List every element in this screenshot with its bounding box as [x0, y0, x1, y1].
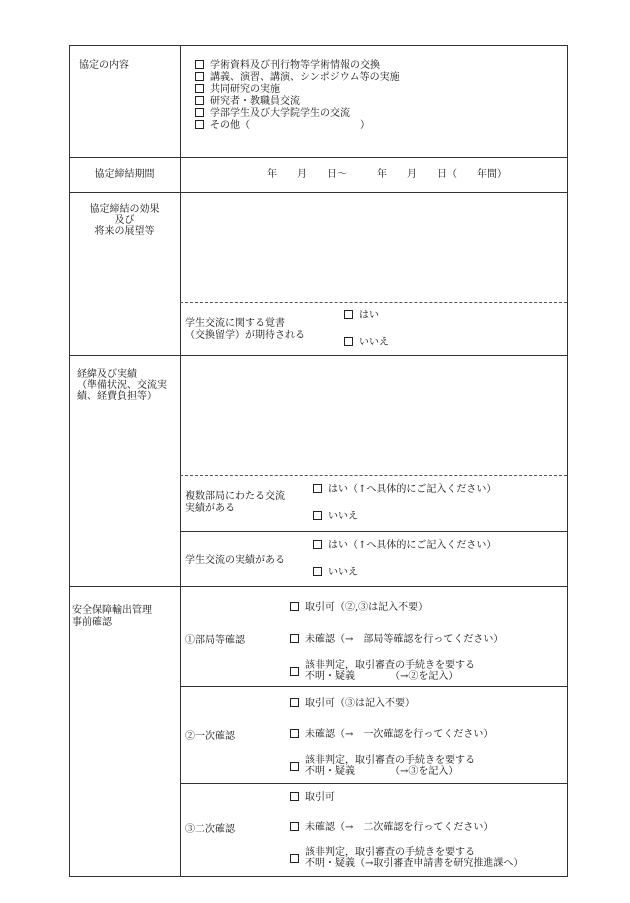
- dashed-divider: [180, 302, 567, 303]
- dept-check-label: ①部局等確認: [185, 635, 245, 646]
- option-lectures-symposia[interactable]: 講義、演習、講演、シンポジウム等の実施: [195, 72, 400, 84]
- option-academic-info-exchange[interactable]: 学術資料及び刊行物等学術情報の交換: [195, 60, 380, 72]
- checkbox[interactable]: [290, 634, 299, 643]
- dept-check-ok[interactable]: 取引可（②,③は記入不要）: [290, 602, 428, 614]
- checkbox[interactable]: [290, 602, 299, 611]
- option-joint-research[interactable]: 共同研究の実施: [195, 84, 280, 96]
- second-check-ok[interactable]: 取引可: [290, 792, 335, 804]
- row-divider: [69, 586, 568, 587]
- student-exchange-label: 学生交流の実績がある: [185, 555, 285, 566]
- checkbox[interactable]: [290, 762, 299, 771]
- checkbox[interactable]: [195, 108, 204, 117]
- dashed-divider: [180, 475, 567, 476]
- first-check-review[interactable]: 該非判定，取引審査の手続きを要する 不明・疑義 （→③を記入）: [290, 755, 475, 777]
- agreement-form: [69, 45, 568, 877]
- checkbox[interactable]: [344, 310, 353, 319]
- security-label: 安全保障輸出管理 事前確認: [72, 605, 152, 628]
- student-memo-label: 学生交流に関する覚書 （交換留学）が期待される: [185, 318, 305, 341]
- second-check-label: ③二次確認: [185, 824, 235, 835]
- second-check-unconfirmed[interactable]: 未確認（→ 二次確認を行ってください）: [290, 822, 493, 834]
- first-check-unconfirmed[interactable]: 未確認（→ 一次確認を行ってください）: [290, 729, 493, 741]
- period-label: 協定締結期間: [94, 169, 155, 180]
- sub-row-divider: [180, 531, 568, 532]
- sub-row-divider: [180, 783, 568, 784]
- multi-dept-label: 複数部局にわたる交流 実績がある: [185, 491, 285, 514]
- checkbox[interactable]: [195, 60, 204, 69]
- border-right: [567, 45, 568, 877]
- checkbox[interactable]: [313, 511, 322, 520]
- student-memo-no[interactable]: いいえ: [344, 337, 389, 349]
- second-check-review[interactable]: 該非判定，取引審査の手続きを要する 不明・疑義（→取引審査申請書を研究推進課へ）: [290, 847, 523, 869]
- checkbox[interactable]: [290, 667, 299, 676]
- first-check-ok[interactable]: 取引可（③は記入不要）: [290, 698, 415, 710]
- option-researcher-exchange[interactable]: 研究者・教職員交流: [195, 96, 300, 108]
- checkbox[interactable]: [344, 337, 353, 346]
- checkbox[interactable]: [195, 120, 204, 129]
- checkbox[interactable]: [290, 729, 299, 738]
- history-label: 経緯及び実績 （準備状況、交流実 績、経費負担等）: [77, 369, 167, 402]
- option-student-exchange[interactable]: 学部学生及び大学院学生の交流: [195, 108, 350, 120]
- checkbox[interactable]: [313, 484, 322, 493]
- student-exchange-no[interactable]: いいえ: [313, 567, 358, 579]
- checkbox[interactable]: [195, 84, 204, 93]
- sub-row-divider: [180, 686, 568, 687]
- checkbox[interactable]: [290, 792, 299, 801]
- checkbox[interactable]: [290, 822, 299, 831]
- checkbox[interactable]: [290, 698, 299, 707]
- checkbox[interactable]: [290, 854, 299, 863]
- effect-label: 協定締結の効果 及び 将来の展望等: [89, 204, 160, 237]
- student-memo-yes[interactable]: はい: [344, 310, 379, 322]
- column-divider: [180, 45, 181, 877]
- border-bottom: [69, 876, 568, 877]
- border-top: [69, 45, 568, 46]
- checkbox[interactable]: [313, 540, 322, 549]
- row-divider: [69, 157, 568, 158]
- dept-check-review[interactable]: 該非判定，取引審査の手続きを要する 不明・疑義 （→②を記入）: [290, 660, 475, 682]
- row-divider: [69, 192, 568, 193]
- dept-check-unconfirmed[interactable]: 未確認（→ 部局等確認を行ってください）: [290, 634, 503, 646]
- checkbox[interactable]: [195, 96, 204, 105]
- period-text: 年 月 日～ 年 月 日（ 年間）: [267, 169, 507, 180]
- row-divider: [69, 355, 568, 356]
- multi-dept-yes[interactable]: はい（↑へ具体的にご記入ください）: [313, 484, 496, 496]
- option-other[interactable]: その他（ ）: [195, 120, 370, 132]
- multi-dept-no[interactable]: いいえ: [313, 511, 358, 523]
- first-check-label: ②一次確認: [185, 731, 235, 742]
- checkbox[interactable]: [195, 72, 204, 81]
- checkbox[interactable]: [313, 567, 322, 576]
- agreement-content-label: 協定の内容: [79, 60, 129, 71]
- student-exchange-yes[interactable]: はい（↑へ具体的にご記入ください）: [313, 540, 496, 552]
